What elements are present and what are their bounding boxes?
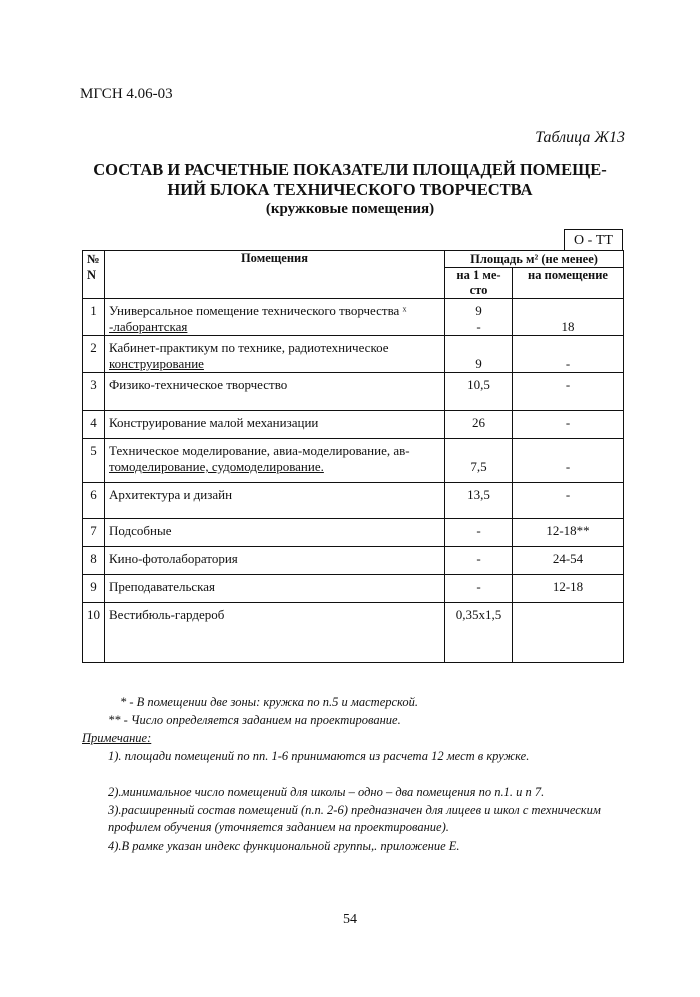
row-number: 10: [83, 603, 105, 663]
row-room-name: [105, 519, 445, 547]
row-area-per-room: [513, 299, 624, 336]
row-area-per-place: [445, 411, 513, 439]
header-rooms: Помещения: [105, 251, 445, 299]
note-3: 3).расширенный состав помещений (п.п. 2-6) предназначен для лицеев и школ с техническим профилем обучения (уточняется заданием на проектирование).: [108, 803, 601, 834]
row-area-per-place: [445, 483, 513, 519]
table-row: [83, 603, 624, 663]
title-line-1: СОСТАВ И РАСЧЕТНЫЕ ПОКАЗАТЕЛИ ПЛОЩАДЕЙ ПОМЕЩЕ-: [93, 160, 607, 179]
row-area-per-room: [513, 519, 624, 547]
table-reference: Таблица Ж13: [535, 129, 625, 146]
header-number-top: №: [87, 252, 100, 266]
table-row: [83, 519, 624, 547]
row-area-per-place: [445, 336, 513, 373]
row-area-per-place: [445, 603, 513, 663]
value-line1: -: [565, 415, 571, 430]
value-line1: 24-54: [552, 551, 584, 566]
row-area-per-room: [513, 373, 624, 411]
row-room-name: [105, 411, 445, 439]
row-area-per-room: [513, 603, 624, 663]
header-per-place: [445, 268, 513, 299]
value-line1: [449, 443, 508, 459]
value-line1: -: [565, 487, 571, 502]
table-row: [83, 299, 624, 336]
row-area-per-room: [513, 411, 624, 439]
table-row: [83, 411, 624, 439]
rooms-table: [82, 250, 624, 663]
value-line1: [517, 607, 619, 623]
value-line1: -: [476, 579, 481, 594]
row-number: 9: [83, 575, 105, 603]
table-row: [83, 439, 624, 483]
row-room-name: [105, 336, 445, 373]
row-room-name: [105, 547, 445, 575]
header-per-place-line2: сто: [469, 283, 488, 297]
row-room-name-line1: Техническое моделирование, авиа-моделирование, ав-: [109, 443, 410, 458]
value-line1: -: [476, 551, 481, 566]
note-2: 2).минимальное число помещений для школы – одно – два помещения по п.1. и п 7.: [108, 785, 545, 799]
value-line1: 10,5: [467, 377, 490, 392]
value-line1: -: [476, 523, 481, 538]
row-number: 6: [83, 483, 105, 519]
value-line1: 12-18: [552, 579, 584, 594]
value-line1: 13,5: [467, 487, 490, 502]
value-line1: [449, 340, 508, 356]
row-room-name-line1: Архитектура и дизайн: [109, 487, 233, 502]
notes-title: Примечание:: [82, 731, 152, 745]
functional-group-index: О - ТТ: [564, 229, 623, 250]
row-room-name-line1: Преподавательская: [109, 579, 216, 594]
row-area-per-place: [445, 439, 513, 483]
table-row: [83, 483, 624, 519]
row-room-name-line1: Подсобные: [109, 523, 172, 538]
row-room-name-line1: Универсальное помещение технического творчества ˣ: [109, 303, 407, 318]
value-line2: -: [476, 319, 481, 334]
row-room-name: [105, 299, 445, 336]
value-line1: 26: [472, 415, 485, 430]
row-room-name: [105, 373, 445, 411]
row-room-name-line2: -лаборантская: [109, 319, 188, 334]
table-row: [83, 575, 624, 603]
row-room-name-line1: Кино-фотолаборатория: [109, 551, 238, 566]
title-line-2: НИЙ БЛОКА ТЕХНИЧЕСКОГО ТВОРЧЕСТВА: [167, 180, 533, 199]
value-line1: -: [565, 377, 571, 392]
row-area-per-room: [513, 547, 624, 575]
page-number: 54: [343, 912, 357, 927]
table-header-row: [83, 251, 624, 268]
row-area-per-place: [445, 373, 513, 411]
header-per-room: на помещение: [513, 268, 624, 299]
row-room-name-line2: конструирование: [109, 356, 204, 371]
value-line1: 12-18**: [546, 523, 590, 538]
row-area-per-place: [445, 299, 513, 336]
header-number-bottom: N: [87, 268, 97, 282]
row-number: 4: [83, 411, 105, 439]
header-per-place-line1: на 1 ме-: [456, 268, 501, 282]
note-1: 1). площади помещений по пп. 1-6 принимаются из расчета 12 мест в кружке.: [108, 749, 530, 763]
row-area-per-place: [445, 575, 513, 603]
header-number: [83, 251, 105, 299]
document-code: МГСН 4.06-03: [80, 86, 173, 102]
row-area-per-room: [513, 439, 624, 483]
value-line1: 0,35х1,5: [455, 607, 502, 622]
value-line1: 9: [475, 303, 482, 318]
title-subtitle: (кружковые помещения): [265, 201, 435, 217]
row-number: 3: [83, 373, 105, 411]
value-line2: -: [565, 459, 571, 474]
value-line1: [517, 340, 619, 356]
value-line2: -: [565, 356, 571, 371]
row-room-name-line2: томоделирование, судомоделирование.: [109, 459, 324, 474]
row-room-name: [105, 603, 445, 663]
row-area-per-room: [513, 336, 624, 373]
row-room-name: [105, 439, 445, 483]
value-line2: 7,5: [470, 459, 487, 474]
row-area-per-room: [513, 483, 624, 519]
row-number: 5: [83, 439, 105, 483]
row-room-name: [105, 575, 445, 603]
row-area-per-place: [445, 519, 513, 547]
row-room-name: [105, 483, 445, 519]
header-area: Площадь м² (не менее): [445, 251, 624, 268]
footnote-2: ** - Число определяется заданием на проектирование.: [108, 713, 401, 727]
row-room-name-line1: Физико-техническое творчество: [109, 377, 288, 392]
value-line2: 9: [475, 356, 482, 371]
value-line1: [517, 303, 619, 319]
row-number: 2: [83, 336, 105, 373]
row-area-per-room: [513, 575, 624, 603]
table-row: [83, 373, 624, 411]
table-row: [83, 547, 624, 575]
row-number: 1: [83, 299, 105, 336]
row-room-name-line1: Кабинет-практикум по технике, радиотехническое: [109, 340, 389, 355]
value-line2: 18: [561, 319, 575, 334]
table-row: [83, 336, 624, 373]
value-line1: [517, 443, 619, 459]
row-room-name-line1: Конструирование малой механизации: [109, 415, 319, 430]
row-room-name-line1: Вестибюль-гардероб: [109, 607, 225, 622]
row-area-per-place: [445, 547, 513, 575]
footnote-1: * - В помещении две зоны: кружка по п.5 и мастерской.: [120, 695, 419, 709]
row-number: 8: [83, 547, 105, 575]
note-4: 4).В рамке указан индекс функциональной группы,. приложение Е.: [108, 839, 460, 853]
row-number: 7: [83, 519, 105, 547]
